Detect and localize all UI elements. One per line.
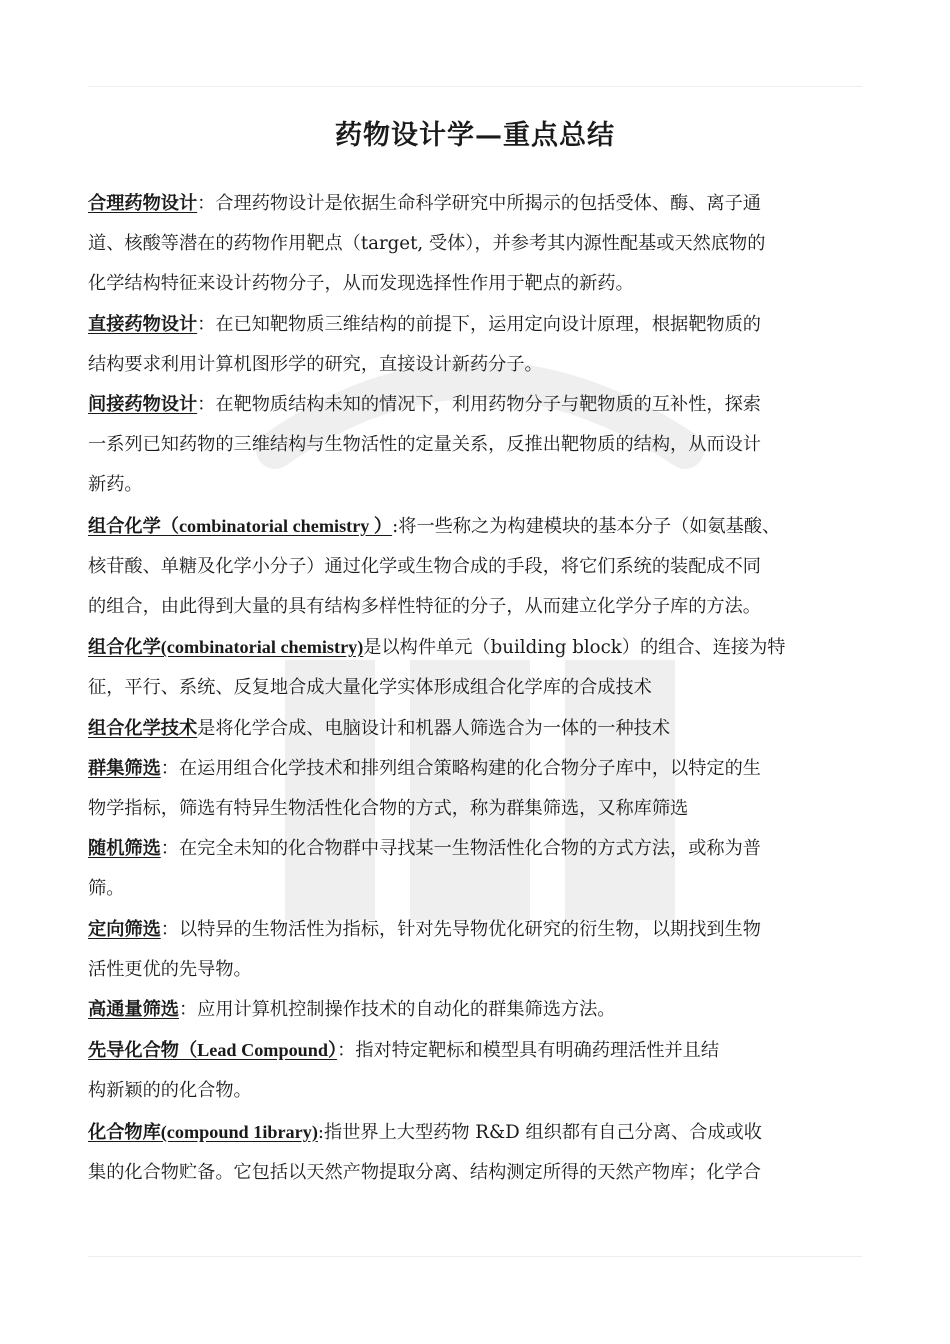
definition-line bbox=[88, 184, 862, 224]
definition-term: 先导化合物（Lead Compound） bbox=[88, 1040, 338, 1061]
definition-entry bbox=[88, 1030, 862, 1111]
term-separator: ： bbox=[197, 394, 216, 416]
definition-term: 随机筛选 bbox=[88, 838, 161, 860]
definition-line: 新药。 bbox=[88, 474, 143, 496]
definition-term: 高通量筛选 bbox=[88, 999, 179, 1021]
definition-line bbox=[88, 829, 862, 869]
definition-text: 合理药物设计是依据生命科学研究中所揭示的包括受体、酶、离子通 bbox=[215, 193, 761, 214]
definition-line: 道、核酸等潜在的药物作用靶点（target, 受体），并参考其内源性配基或天然底物的 bbox=[88, 233, 766, 255]
definition-entry bbox=[88, 305, 862, 385]
definition-line: 物学指标，筛选有特异生物活性化合物的方式，称为群集筛选，又称库筛选 bbox=[88, 798, 689, 820]
definition-line: 一系列已知药物的三维结构与生物活性的定量关系，反推出靶物质的结构，从而设计 bbox=[88, 434, 761, 456]
definition-term: 直接药物设计 bbox=[88, 313, 198, 335]
definition-text: 以特异的生物活性为指标，针对先导物优化研究的衍生物，以期找到生物 bbox=[178, 918, 761, 940]
definition-text: 应用计算机控制操作技术的自动化的群集筛选方法。 bbox=[197, 999, 616, 1021]
definition-line bbox=[88, 749, 862, 789]
definition-line bbox=[88, 910, 862, 950]
definition-line bbox=[88, 1112, 862, 1153]
definition-text: 在完全未知的化合物群中寻找某一生物活性化合物的方式方法，或称为普 bbox=[178, 838, 761, 860]
term-separator: ： bbox=[178, 999, 198, 1021]
term-separator: ： bbox=[160, 757, 179, 779]
definition-line: 构新颖的的化合物。 bbox=[88, 1080, 252, 1102]
definition-term: 组合化学(combinatorial chemistry) bbox=[88, 637, 364, 658]
definition-entry bbox=[88, 184, 862, 305]
definition-entry bbox=[88, 829, 862, 909]
definition-term: 组合化学技术 bbox=[88, 717, 198, 739]
definition-text: 指世界上大型药物 R&D 组织都有自己分离、合成或收 bbox=[324, 1121, 762, 1143]
term-separator: ： bbox=[160, 838, 179, 860]
definition-text: 是将化学合成、电脑设计和机器人筛选合为一体的一种技术 bbox=[197, 717, 671, 739]
definition-line bbox=[88, 627, 862, 668]
definition-term: 组合化学（combinatorial chemistry ） bbox=[88, 515, 393, 536]
definition-line: 核苷酸、单糖及化学小分子）通过化学或生物合成的手段，将它们系统的装配成不同 bbox=[88, 555, 761, 577]
definition-term: 间接药物设计 bbox=[88, 394, 198, 416]
term-separator: ： bbox=[337, 1040, 356, 1062]
definition-entry bbox=[88, 1112, 862, 1193]
definition-text: 指对特定靶标和模型具有明确药理活性并且结 bbox=[355, 1040, 720, 1062]
page-title: 药物设计学—重点总结 bbox=[335, 120, 615, 151]
definition-entry bbox=[88, 627, 862, 708]
definition-term: 化合物库(compound 1ibrary) bbox=[88, 1121, 318, 1142]
definition-text: 将一些称之为构建模块的基本分子（如氨基酸、 bbox=[398, 515, 781, 537]
definition-entry bbox=[88, 506, 862, 628]
definition-line: 活性更优的先导物。 bbox=[88, 958, 252, 980]
term-separator: : bbox=[317, 1121, 325, 1143]
definition-text: 在靶物质结构未知的情况下，利用药物分子与靶物质的互补性，探索 bbox=[215, 394, 761, 416]
header-rule bbox=[88, 86, 862, 87]
definition-line bbox=[88, 990, 862, 1030]
term-separator: ： bbox=[197, 313, 216, 335]
definition-line: 的组合，由此得到大量的具有结构多样性特征的分子，从而建立化学分子库的方法。 bbox=[88, 596, 761, 618]
term-separator: : bbox=[392, 515, 399, 537]
definition-line: 筛。 bbox=[88, 878, 125, 900]
term-separator: ： bbox=[197, 193, 216, 214]
definition-term: 群集筛选 bbox=[88, 757, 161, 779]
definition-text: 在运用组合化学技术和排列组合策略构建的化合物分子库中，以特定的生 bbox=[178, 757, 761, 779]
definition-line: 化学结构特征来设计药物分子，从而发现选择性作用于靶点的新药。 bbox=[88, 273, 634, 295]
term-separator: ： bbox=[160, 918, 179, 940]
definition-term: 合理药物设计 bbox=[88, 193, 198, 214]
definition-line bbox=[88, 1030, 862, 1071]
definition-line: 征，平行、系统、反复地合成大量化学实体形成组合化学库的合成技术 bbox=[88, 677, 652, 699]
definition-term: 定向筛选 bbox=[88, 918, 161, 940]
definition-entry bbox=[88, 749, 862, 829]
definition-entry bbox=[88, 990, 862, 1030]
definition-line: 集的化合物贮备。它包括以天然产物提取分离、结构测定所得的天然产物库；化学合 bbox=[88, 1161, 761, 1183]
definition-line bbox=[88, 709, 862, 749]
definition-line bbox=[88, 506, 862, 547]
footer-rule bbox=[88, 1256, 862, 1257]
definition-text: 在已知靶物质三维结构的前提下，运用定向设计原理，根据靶物质的 bbox=[215, 313, 761, 335]
definition-entry bbox=[88, 385, 862, 506]
definition-entry bbox=[88, 910, 862, 990]
definition-line bbox=[88, 305, 862, 345]
definition-line: 结构要求利用计算机图形学的研究，直接设计新药分子。 bbox=[88, 353, 543, 375]
definitions-list bbox=[88, 184, 862, 1193]
definition-line bbox=[88, 385, 862, 425]
definition-text: 是以构件单元（building block）的组合、连接为特 bbox=[363, 637, 786, 659]
definition-entry bbox=[88, 709, 862, 749]
